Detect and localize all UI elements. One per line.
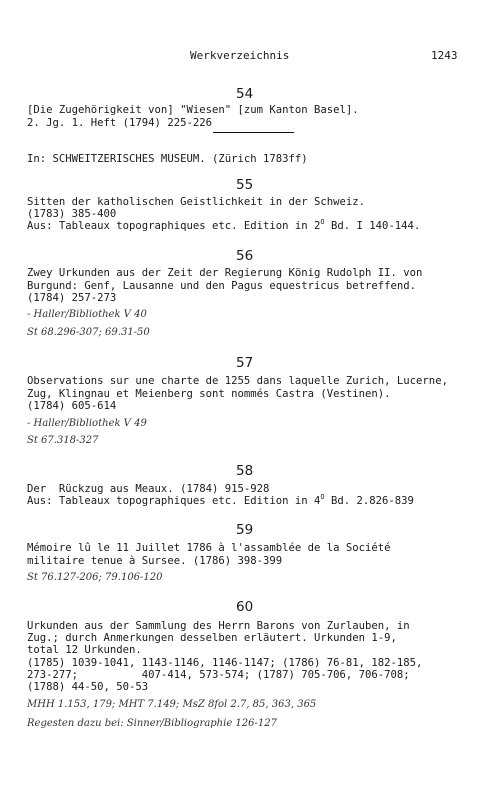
entry-59-line-1: Mémoire lû le 11 Juillet 1786 à l'assamblée de la Société <box>27 542 391 554</box>
entry-60-line-4: (1785) 1039-1041, 1143-1146, 1146-1147; (1786) 76-81, 182-185, <box>27 657 423 669</box>
entry-60-line-3: total 12 Urkunden. <box>27 644 142 656</box>
entry-56-line-3: (1784) 257-273 <box>27 292 117 304</box>
entry-number-58: 58 <box>236 463 254 479</box>
entry-56-note-2: St 68.296-307; 69.31-50 <box>27 327 150 338</box>
entry-57-line-2: Zug, Klingnau et Meienberg sont nommés Castra (Vestinen). <box>27 388 391 400</box>
entry-57-line-1: Observations sur une charte de 1255 dans laquelle Zurich, Lucerne, <box>27 375 448 387</box>
entry-58-line-2: Aus: Tableaux topographiques etc. Edition in $4^O$ Bd. 2.826-839 <box>27 493 414 507</box>
entry-55-line-1: Sitten der katholischen Geistlichkeit in der Schweiz. <box>27 196 366 208</box>
entry-59-line-2: militaire tenue à Sursee. (1786) 398-399 <box>27 555 283 567</box>
entry-number-59: 59 <box>236 522 254 538</box>
entry-55-line-3: Aus: Tableaux topographiques etc. Edition in $2^O$ Bd. I 140-144. <box>27 218 421 232</box>
entry-number-55: 55 <box>236 177 254 193</box>
entry-55-line-2: (1783) 385-400 <box>27 208 117 220</box>
entry-54-line-1: [Die Zugehörigkeit von] "Wiesen" [zum Kanton Basel]. <box>27 104 359 116</box>
entry-60-note-2: Regesten dazu bei: Sinner/Bibliographie 126-127 <box>27 718 277 729</box>
entry-number-57: 57 <box>236 355 254 371</box>
entry-60-line-1: Urkunden aus der Sammlung des Herrn Barons von Zurlauben, in <box>27 620 410 632</box>
page-number: 1243 <box>431 49 458 62</box>
entry-54-line-2: 2. Jg. 1. Heft (1794) 225-226 <box>27 117 212 129</box>
entry-58-line-1: Der Rückzug aus Meaux. (1784) 915-928 <box>27 483 270 495</box>
entry-60-line-2: Zug.; durch Anmerkungen desselben erläutert. Urkunden 1-9, <box>27 632 397 644</box>
superscript: O <box>320 218 325 226</box>
source-line: In: SCHWEITZERISCHES MUSEUM. (Zürich 1783ff) <box>27 153 308 165</box>
entry-60-line-5: 273-277; 407-414, 573-574; (1787) 705-706, 706-708; <box>27 669 410 681</box>
superscript: O <box>320 493 325 501</box>
entry-56-line-1: Zwey Urkunden aus der Zeit der Regierung König Rudolph II. von <box>27 267 423 279</box>
running-header-title: Werkverzeichnis <box>190 49 290 62</box>
entry-number-54: 54 <box>236 86 254 102</box>
entry-56-note-1: - Haller/Bibliothek V 40 <box>27 309 147 320</box>
separator-rule <box>213 132 294 133</box>
entry-56-line-2: Burgund: Genf, Lausanne und den Pagus equestricus betreffend. <box>27 280 417 292</box>
entry-57-note-1: - Haller/Bibliothek V 49 <box>27 418 147 429</box>
entry-57-note-2: St 67.318-327 <box>27 435 99 446</box>
entry-60-line-6: (1788) 44-50, 50-53 <box>27 681 149 693</box>
entry-60-note-1: MHH 1.153, 179; MHT 7.149; MsZ 8fol 2.7, 85, 363, 365 <box>27 699 317 710</box>
entry-59-note-1: St 76.127-206; 79.106-120 <box>27 572 163 583</box>
entry-number-56: 56 <box>236 248 254 264</box>
entry-number-60: 60 <box>236 599 254 615</box>
entry-57-line-3: (1784) 605-614 <box>27 400 117 412</box>
